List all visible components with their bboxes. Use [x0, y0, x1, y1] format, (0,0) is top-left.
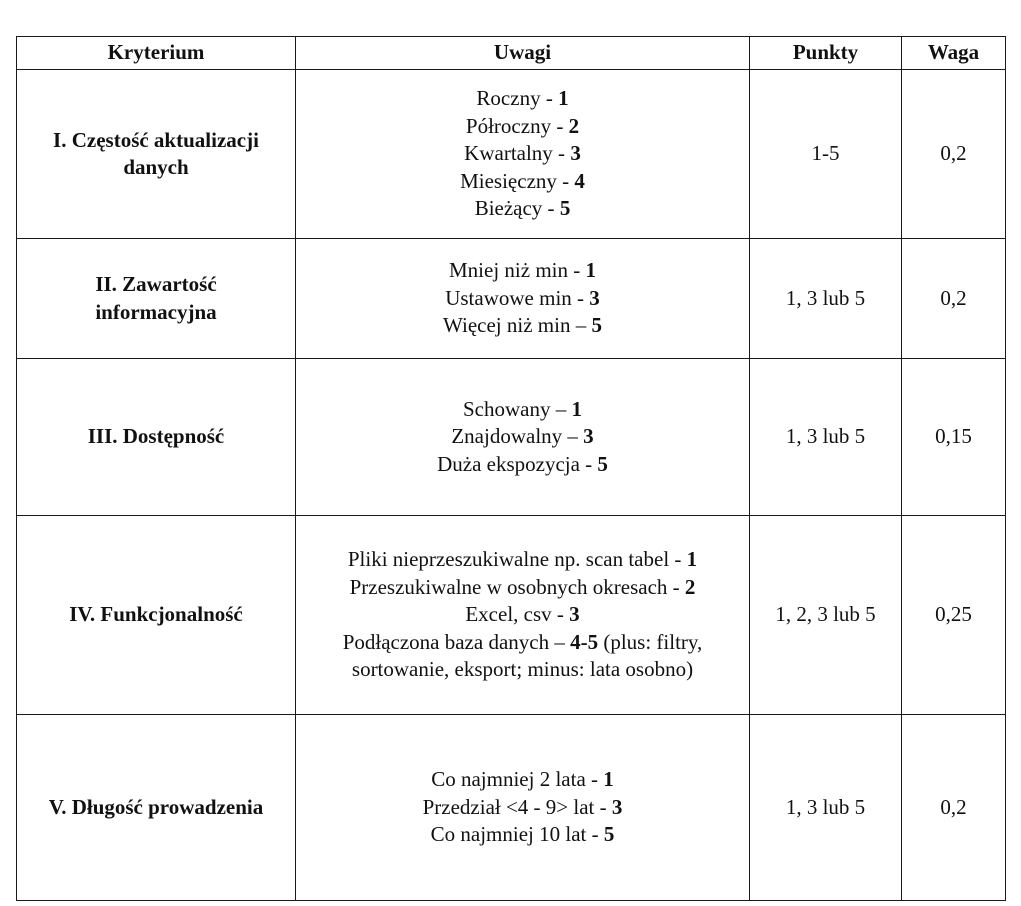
criterion-cell: I. Częstość aktualizacji danych — [17, 70, 296, 239]
criteria-table — [16, 36, 1006, 901]
table-row — [17, 715, 1006, 901]
remark-score: 3 — [589, 285, 600, 310]
remark-text: Półroczny - — [465, 113, 569, 138]
remark-text: Ustawowe min - — [445, 285, 590, 310]
remark-text: Co najmniej 10 lat - — [430, 822, 604, 847]
remark-text: Więcej niż min – — [443, 313, 592, 338]
remark-note: (plus: filtry, — [598, 629, 703, 654]
remark-score: 5 — [603, 822, 615, 847]
remark-score: 1 — [558, 86, 569, 111]
remark-score: 4 — [574, 168, 585, 193]
criterion-cell: V. Długość prowadzenia — [17, 715, 296, 901]
remark-text: Miesięczny - — [460, 168, 575, 193]
remark-line — [302, 546, 743, 574]
points-cell: 1-5 — [750, 70, 902, 239]
remarks-cell — [296, 359, 750, 516]
remark-line — [302, 396, 743, 424]
header-points: Punkty — [750, 37, 902, 70]
remark-line — [302, 821, 743, 849]
remark-line — [302, 285, 743, 313]
remark-score: 3 — [611, 794, 623, 819]
remark-line — [302, 312, 743, 340]
weight-cell: 0,25 — [902, 516, 1006, 715]
header-weight: Waga — [902, 37, 1006, 70]
points-cell: 1, 2, 3 lub 5 — [750, 516, 902, 715]
remarks-cell — [296, 715, 750, 901]
criterion-cell: II. Zawartość informacyjna — [17, 239, 296, 359]
points-cell: 1, 3 lub 5 — [750, 239, 902, 359]
remark-line — [302, 257, 743, 285]
remark-text: Przeszukiwalne w osobnych okresach - — [349, 574, 685, 599]
remark-text: Mniej niż min - — [449, 258, 586, 283]
remarks-cell — [296, 516, 750, 715]
remark-text: Co najmniej 2 lata - — [431, 767, 604, 792]
remark-text: Duża ekspozycja - — [437, 451, 598, 476]
remark-line — [302, 601, 743, 629]
header-criterion: Kryterium — [17, 37, 296, 70]
remark-line — [302, 766, 743, 794]
table-row — [17, 70, 1006, 239]
remark-score: 1 — [585, 258, 596, 283]
remark-score: 3 — [570, 141, 581, 166]
remark-score: 2 — [684, 574, 696, 599]
weight-cell: 0,2 — [902, 70, 1006, 239]
remark-text: Schowany – — [463, 396, 572, 421]
table-row — [17, 359, 1006, 516]
remark-text: Pliki nieprzeszukiwalne np. scan tabel - — [347, 547, 687, 572]
remark-text: Bieżący - — [474, 196, 560, 221]
remark-line — [302, 629, 743, 657]
criterion-cell: IV. Funkcjonalność — [17, 516, 296, 715]
weight-cell: 0,15 — [902, 359, 1006, 516]
points-cell: 1, 3 lub 5 — [750, 359, 902, 516]
remark-line — [302, 794, 743, 822]
remark-line — [302, 140, 743, 168]
remark-line — [302, 451, 743, 479]
remark-score: 3 — [583, 424, 594, 449]
remark-score: 1 — [571, 396, 582, 421]
remark-line — [302, 574, 743, 602]
remark-line — [302, 85, 743, 113]
remark-score: 1 — [686, 547, 698, 572]
table-row — [17, 516, 1006, 715]
remark-text: Podłączona baza danych – — [342, 629, 571, 654]
remark-score: 5 — [591, 313, 602, 338]
remark-line — [302, 113, 743, 141]
remark-line — [302, 656, 743, 684]
remark-line — [302, 168, 743, 196]
remark-text: sortowanie, eksport; minus: lata osobno) — [351, 657, 694, 682]
remarks-cell — [296, 239, 750, 359]
remark-score: 3 — [569, 602, 580, 627]
remark-text: Excel, csv - — [465, 602, 570, 627]
remarks-cell — [296, 70, 750, 239]
table-row — [17, 239, 1006, 359]
remark-text: Roczny - — [476, 86, 559, 111]
remark-line — [302, 195, 743, 223]
header-remarks: Uwagi — [296, 37, 750, 70]
remark-score: 5 — [559, 196, 571, 221]
criterion-cell: III. Dostępność — [17, 359, 296, 516]
header-row — [17, 37, 1006, 70]
remark-text: Kwartalny - — [464, 141, 571, 166]
remark-score: 1 — [603, 767, 614, 792]
weight-cell: 0,2 — [902, 239, 1006, 359]
remark-text: Przedział <4 - 9> lat - — [422, 794, 612, 819]
remark-line — [302, 423, 743, 451]
points-cell: 1, 3 lub 5 — [750, 715, 902, 901]
remark-score: 4-5 — [570, 629, 599, 654]
remark-score: 2 — [568, 113, 580, 138]
remark-text: Znajdowalny – — [451, 424, 584, 449]
weight-cell: 0,2 — [902, 715, 1006, 901]
remark-score: 5 — [597, 451, 608, 476]
